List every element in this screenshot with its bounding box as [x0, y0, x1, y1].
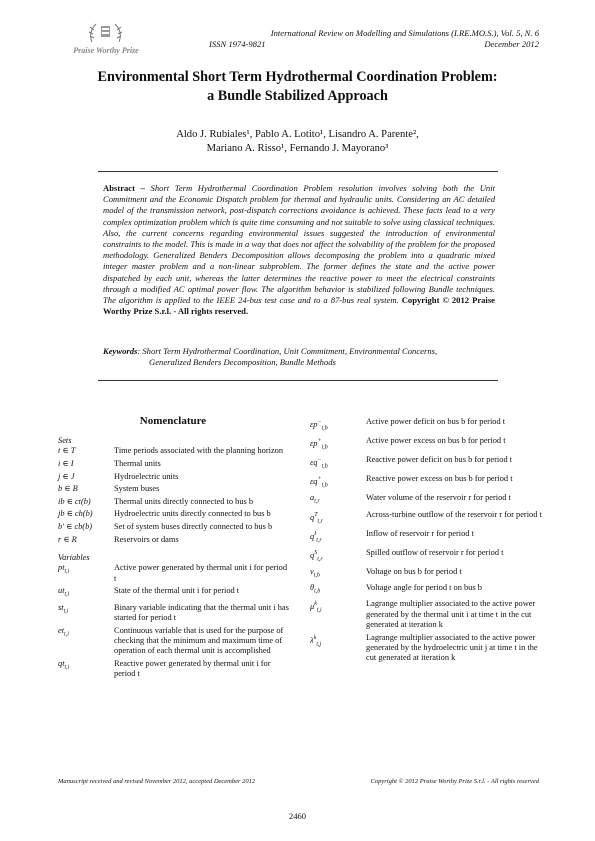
vars-right-symbol-sub: t,b — [321, 463, 328, 470]
journal-name: International Review on Modelling and Simulations (I.RE.MO.S.), Vol. 5, N. 6 — [270, 28, 539, 38]
vars-right-symbol-sub: t,b — [321, 425, 328, 432]
vars-right-symbol: $\varepsilon q^-_{t,b}$ — [310, 457, 328, 470]
vars-right-symbol-sup: − — [317, 457, 322, 464]
vars-right-symbol-sup: − — [317, 419, 322, 425]
vars-left-row — [58, 659, 290, 680]
vars-left-symbol-sub: t,i — [64, 592, 70, 599]
vars-right-symbol-sup: T — [314, 511, 318, 518]
publisher-logo — [58, 20, 153, 58]
sets-symbol: ib ∈ ct(b) — [58, 496, 91, 506]
sets-definition: Thermal units directly connected to bus b — [114, 496, 254, 506]
page-number: 2460 — [288, 811, 307, 821]
sets-row — [58, 497, 290, 507]
vars-right-symbol: $\theta_{t,b}$ — [310, 582, 321, 595]
title-line-1: Environmental Short Term Hydrothermal Coordination Problem: — [97, 69, 498, 85]
vars-left-symbol-sub: t,i — [64, 569, 70, 576]
vars-right-symbol: $q^I_{t,r}$ — [310, 530, 322, 544]
vars-right-row — [310, 583, 542, 597]
vars-right-definition: Lagrange multiplier associated to the active power generated by the hydroelectric unit j at time t in the cut generated at iteration k — [366, 632, 538, 663]
keywords-label: Keywords — [103, 346, 138, 356]
vars-left-definition: Reactive power generated by thermal unit i for period t — [114, 659, 271, 679]
vars-right-row — [310, 455, 542, 472]
sets-row — [58, 509, 290, 519]
logo-text: Praise Worthy Prize — [73, 46, 139, 55]
authors-line-1: Aldo J. Rubiales¹, Pablo A. Lotito¹, Lisandro A. Parente², — [176, 129, 419, 140]
vars-right-symbol: $\varepsilon q^+_{t,b}$ — [310, 476, 328, 489]
vars-right-row — [310, 529, 542, 546]
title-line-2: a Bundle Stabilized Approach — [207, 88, 388, 104]
vars-right-symbol: $q^S_{t,r}$ — [310, 549, 323, 563]
abstract-label: Abstract — [103, 183, 135, 193]
sets-row — [58, 484, 290, 494]
vars-right-symbol-sub: t,b — [321, 482, 328, 489]
journal-date: December 2012 — [484, 39, 539, 49]
keywords-line-2: Generalized Benders Decomposition, Bundle Methods — [149, 357, 336, 368]
vars-left-definition: Binary variable indicating that the thermal unit i has started for period t — [114, 602, 289, 623]
sets-row — [58, 459, 290, 469]
vars-right-symbol-sub: t,b — [321, 444, 328, 451]
vars-right-symbol: $\mu^k_{t,i}$ — [310, 601, 322, 614]
vars-right-row — [310, 548, 542, 565]
vars-right-definition: Active power excess on bus b for period t — [366, 436, 506, 446]
abstract-body: Short Term Hydrothermal Coordination Problem resolution involves solving both the Unit Commitment and the Economic Dispatch problem for thermal and hydraulic units. Considering an AC detailed model of the transmission network, post-dispatch corrections avoidance is achieved. These facts lead to a very complex optimization problem which is quite time consuming and not suitable to solve using classical techniques. Also, the current concerns regarding environmental issues suggested the introduction of environmental constraints to the model. This is made in a way that does not affect the solvability of the problem for the proposed methodology. Generalized Benders Decomposition allows decomposing the problem into a quadratic mixed integer master problem and a non-linear subproblem. The former defines the state and the active power dispatched by each unit, whereas the latter determines the reactive power to meet the electrical constraints through a modified AC optimal power flow. The algorithm behavior is stabilized following Bundle techniques. The algorithm is applied to the IEEE 24-bus test case and to a 87-bus real system. — [103, 183, 496, 306]
vars-right-symbol-sup: k — [313, 634, 317, 641]
vars-right-definition: Across-turbine outflow of the reservoir r for period t — [366, 509, 542, 519]
sets-definition: Reservoirs or dams — [114, 534, 179, 544]
nomenclature-right-column — [310, 417, 542, 666]
sets-symbol: r ∈ R — [58, 534, 77, 544]
sets-label: Sets — [58, 436, 72, 445]
journal-issn: ISSN 1974-9821 — [209, 39, 266, 49]
variables-list-left — [58, 563, 290, 679]
vars-right-symbol-sub: t,r — [316, 537, 322, 544]
variables-list-right — [310, 417, 542, 664]
vars-right-definition: Voltage angle for period t on bus b — [366, 582, 482, 592]
vars-right-row — [310, 510, 542, 527]
vars-left-symbol-sub: t,i — [63, 608, 69, 615]
sets-row — [58, 522, 290, 532]
vars-right-symbol: $\varepsilon p^+_{t,b}$ — [310, 438, 328, 451]
sets-definition: Set of system buses directly connected to bus b — [114, 521, 273, 531]
paper-title — [40, 68, 555, 106]
vars-right-symbol-sub: t,r — [317, 517, 324, 524]
sets-row — [58, 472, 290, 482]
vars-right-symbol-sub: t,i — [316, 607, 322, 614]
abstract-copyright: Copyright © 2012 Praise Worthy Prize S.r.l. - All rights reserved. — [103, 295, 495, 317]
vars-right-row — [310, 474, 542, 491]
vars-right-definition: Active power deficit on bus b for period t — [366, 417, 506, 426]
nomenclature-title: Nomenclature — [139, 415, 207, 427]
sets-list — [58, 446, 290, 545]
sets-definition: Hydroelectric units — [114, 471, 179, 481]
keywords-line-1: : Short Term Hydrothermal Coordination, Unit Commitment, Environmental Concerns, — [137, 346, 438, 356]
vars-left-definition: Continuous variable that is used for the purpose of checking that the minimum and maximum time of operation of each thermal unit is accomplished — [114, 625, 284, 656]
vars-right-symbol-sup: S — [314, 549, 318, 556]
vars-right-row — [310, 436, 542, 453]
sets-definition: Thermal units — [114, 459, 161, 468]
vars-right-symbol-sup: + — [317, 438, 322, 445]
vars-right-row — [310, 493, 542, 507]
vars-right-symbol-sub: t,r — [317, 556, 323, 563]
sets-symbol: b′ ∈ cb(b) — [58, 521, 93, 531]
sets-row — [58, 535, 290, 545]
vars-right-definition: Reactive power excess on bus b for period t — [366, 474, 513, 484]
vars-right-symbol-sub: t,r — [314, 498, 320, 505]
vars-right-symbol: $q^T_{t,r}$ — [310, 511, 324, 524]
vars-left-row — [58, 603, 290, 624]
vars-left-definition: Active power generated by thermal unit i for period t — [114, 563, 288, 583]
vars-right-symbol-sub: t,b — [313, 572, 320, 579]
vars-right-row — [310, 417, 542, 434]
vars-right-definition: Lagrange multiplier associated to the active power generated by the thermal unit i at time t in the cut generated at iteration k — [366, 599, 536, 630]
vars-left-symbol-sub: t,i — [64, 664, 70, 671]
vars-right-symbol: $\varepsilon p^-_{t,b}$ — [310, 419, 328, 432]
vars-left-row — [58, 626, 290, 657]
sets-definition: Time periods associated with the planning horizon — [114, 446, 284, 456]
vars-right-symbol-sub: t,j — [316, 641, 322, 648]
vars-right-definition: Inflow of reservoir r for period t — [366, 528, 474, 538]
vars-left-symbol-sub: t,i — [64, 631, 69, 638]
variables-label: Variables — [58, 552, 90, 562]
vars-left-symbol: $ut_{t,i}$ — [58, 586, 70, 599]
vars-left-row — [58, 586, 290, 600]
vars-left-row — [58, 563, 290, 584]
sets-row — [58, 446, 290, 456]
vars-right-symbol-sup: + — [317, 476, 322, 483]
manuscript-dates: Manuscript received and revised November 2012, accepted December 2012 — [58, 778, 256, 785]
nomenclature-left-column — [58, 436, 290, 682]
sets-symbol: b ∈ B — [58, 484, 78, 494]
vars-right-row — [310, 633, 542, 664]
authors-line-2: Mariano A. Risso¹, Fernando J. Mayorano³ — [206, 143, 389, 154]
vars-right-row — [310, 599, 542, 630]
vars-left-symbol: $et_{t,i}$ — [58, 625, 69, 638]
divider-bottom — [98, 380, 498, 381]
sets-definition: System buses — [114, 484, 160, 494]
author-list — [60, 128, 535, 156]
sets-symbol: jb ∈ ch(b) — [58, 509, 93, 519]
footer-copyright: Copyright © 2012 Praise Worthy Prize S.r.l. - All rights reserved — [370, 778, 539, 785]
vars-left-symbol: $st_{t,i}$ — [58, 602, 69, 615]
vars-left-symbol: $qt_{t,i}$ — [58, 659, 70, 671]
vars-right-definition: Spilled outflow of reservoir r for period t — [366, 547, 504, 557]
vars-right-symbol: $v_{t,b}$ — [310, 566, 320, 579]
keywords — [103, 346, 495, 368]
vars-right-definition: Voltage on bus b for period t — [366, 566, 462, 576]
vars-left-symbol: $pt_{t,i}$ — [58, 563, 70, 576]
sets-symbol: j ∈ J — [58, 471, 75, 481]
journal-header — [209, 28, 539, 50]
vars-right-definition: Reactive power deficit on bus b for period t — [366, 455, 513, 465]
sets-symbol: t ∈ T — [58, 446, 76, 456]
vars-right-symbol: $\lambda^k_{t,j}$ — [310, 634, 322, 648]
vars-right-symbol-sup: I — [314, 530, 317, 537]
sets-symbol: i ∈ I — [58, 459, 74, 468]
sets-definition: Hydroelectric units directly connected to bus b — [114, 509, 271, 519]
divider-top — [98, 171, 498, 172]
vars-right-symbol: $a_{t,r}$ — [310, 493, 320, 505]
vars-right-symbol-sub: t,b — [314, 588, 321, 595]
vars-right-row — [310, 567, 542, 581]
vars-right-symbol-sup: k — [314, 601, 317, 608]
vars-right-definition: Water volume of the reservoir r for period t — [366, 493, 511, 503]
abstract: Abstract – Short Term Hydrothermal Coordination Problem resolution involves solving both the Unit Commitment and the Economic Dispatch problem for thermal and hydraulic units. Considering an AC detailed model of the transmission network, post-dispatch corrections avoidance is achieved. These facts lead to a very complex optimization problem which is quite time consuming and not suitable to solve using classical techniques. Also, the current concerns regarding environmental issues suggested the introduction of environmental constraints to the model. This is made in a way that does not affect the solvability of the problem for the proposed methodology. Generalized Benders Decomposition allows decomposing the problem into a quadratic mixed integer master problem and a non-linear subproblem. The former defines the state and the active power dispatched by each unit, whereas the latter determines the reactive power to meet the electrical constraints through a modified AC optimal power flow. The algorithm behavior is stabilized following Bundle techniques. The algorithm is applied to the IEEE 24-bus test case and to a 87-bus real system. Copyright © 2012 Praise Worthy Prize S.r.l. - All rights reserved. — [103, 183, 496, 317]
vars-left-definition: State of the thermal unit i for period t — [114, 586, 240, 596]
